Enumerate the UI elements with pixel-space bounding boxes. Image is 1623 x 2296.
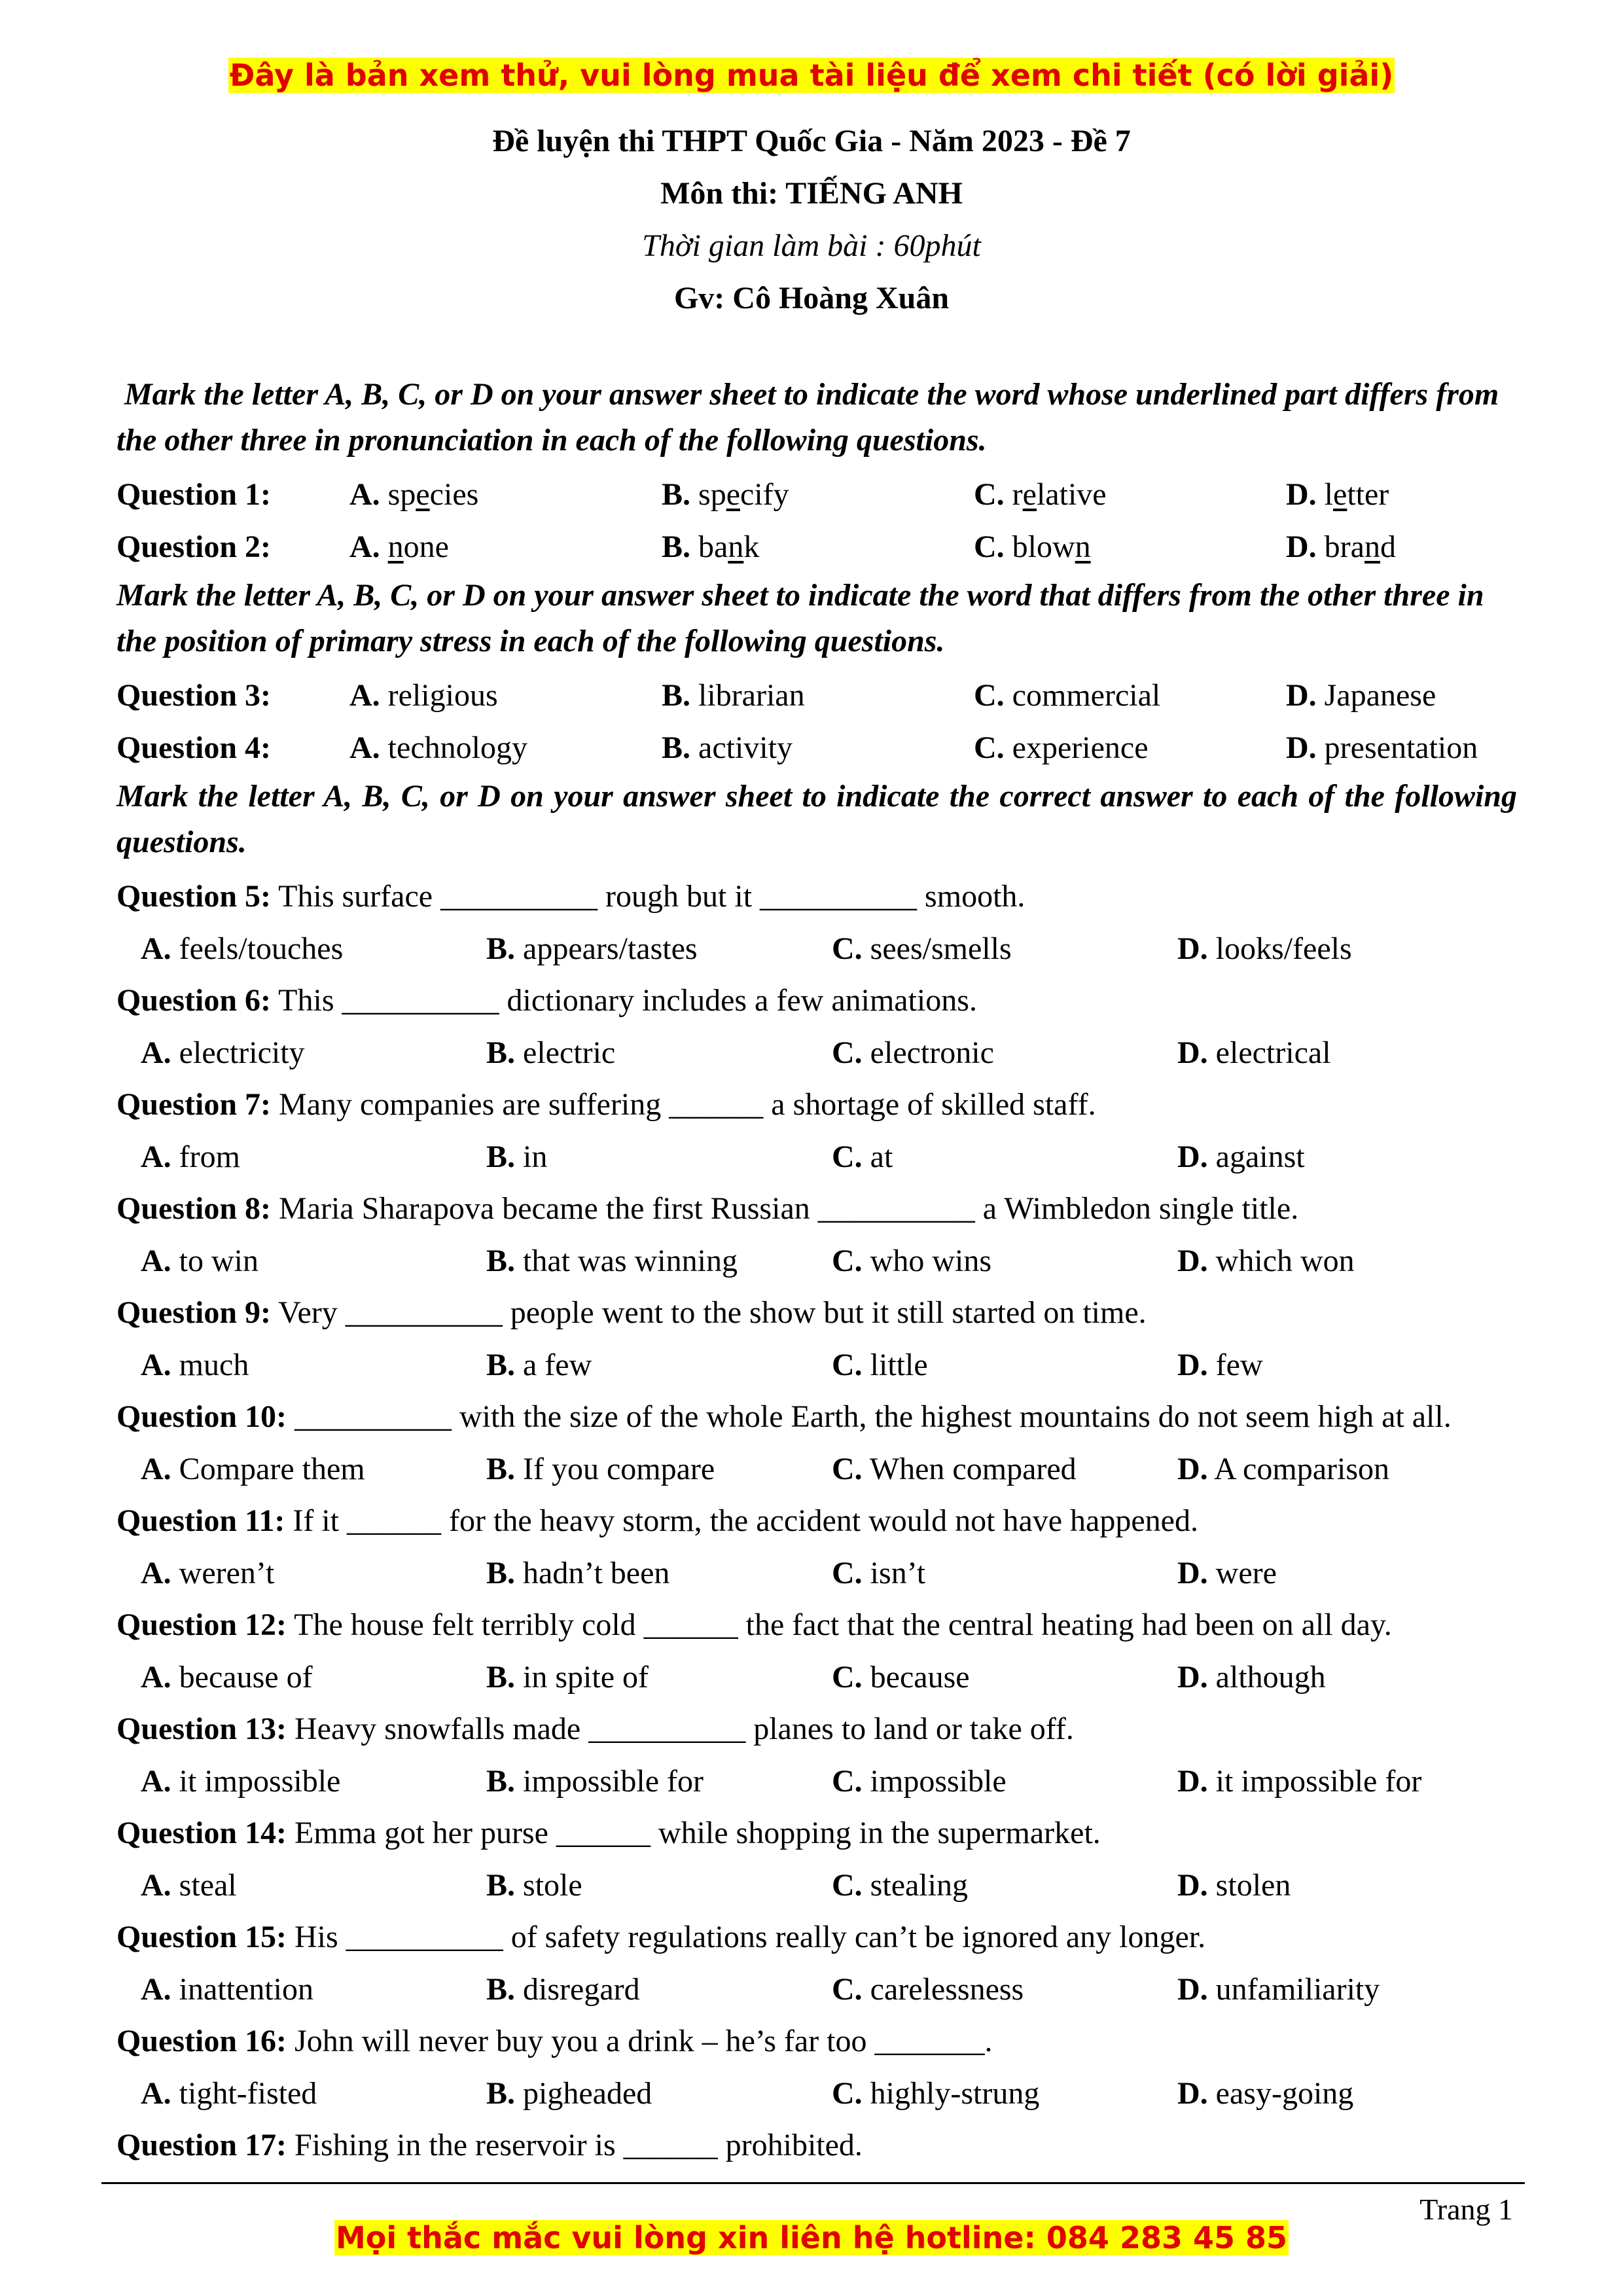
option-a: A. electricity	[141, 1035, 305, 1070]
option-d: D. although	[1177, 1659, 1326, 1695]
answer-options	[116, 1339, 1517, 1391]
question-label: Question 11:	[116, 1503, 285, 1538]
question-4	[116, 722, 1517, 774]
option-c: C. at	[832, 1139, 893, 1174]
question-label: Question 9:	[116, 1295, 272, 1330]
option-c: C. highly-strung	[832, 2075, 1040, 2111]
answer-options	[116, 1131, 1517, 1183]
question-6	[116, 975, 1517, 1027]
option-a: A. steal	[141, 1867, 237, 1903]
question-list	[116, 870, 1517, 2119]
question-12	[116, 1599, 1517, 1651]
question-text: Many companies are suffering ______ a shortage of skilled staff.	[279, 1087, 1096, 1122]
answer-options	[116, 1859, 1517, 1912]
option-a: A. tight-fisted	[141, 2075, 317, 2111]
option-c: C. sees/smells	[832, 931, 1012, 966]
option-a: A. inattention	[141, 1971, 313, 2007]
option-b: B. stole	[486, 1867, 582, 1903]
option-a: A. weren’t	[141, 1555, 275, 1590]
question-label: Question 3:	[116, 678, 272, 713]
option-c: C. relative	[974, 477, 1107, 512]
question-text: This surface __________ rough but it __________ smooth.	[278, 879, 1026, 914]
question-label: Question 15:	[116, 1920, 287, 1954]
option-a: A. from	[141, 1139, 240, 1174]
option-b: B. hadn’t been	[486, 1555, 670, 1590]
question-label: Question 13:	[116, 1712, 287, 1746]
question-15	[116, 1911, 1517, 1964]
question-label: Question 16:	[116, 2024, 287, 2058]
option-d: D. electrical	[1177, 1035, 1331, 1070]
option-d: D. Japanese	[1286, 678, 1436, 713]
question-8	[116, 1183, 1517, 1235]
option-b: B. specify	[662, 477, 789, 512]
exam-content	[116, 372, 1517, 2172]
option-d: D. which won	[1177, 1243, 1355, 1278]
option-d: D. brand	[1286, 529, 1396, 564]
answer-options	[116, 1547, 1517, 1600]
question-label: Question 7:	[116, 1087, 272, 1122]
answer-options	[116, 1651, 1517, 1704]
answer-options	[116, 1443, 1517, 1496]
option-c: C. who wins	[832, 1243, 992, 1278]
option-d: D. against	[1177, 1139, 1305, 1174]
option-a: A. species	[349, 477, 479, 512]
option-b: B. bank	[662, 529, 760, 564]
question-label: Question 6:	[116, 983, 272, 1018]
option-b: B. in spite of	[486, 1659, 649, 1695]
question-text: Fishing in the reservoir is ______ prohibited.	[294, 2128, 863, 2162]
question-label: Question 12:	[116, 1607, 287, 1642]
option-b: B. activity	[662, 730, 793, 765]
option-c: C. stealing	[832, 1867, 968, 1903]
option-b: B. in	[486, 1139, 548, 1174]
hotline-banner-text: Mọi thắc mắc vui lòng xin liên hệ hotline: 084 283 45 85	[335, 2220, 1288, 2255]
question-label: Question 10:	[116, 1399, 287, 1434]
option-b: B. impossible for	[486, 1763, 704, 1799]
question-text: Heavy snowfalls made __________ planes to land or take off.	[294, 1712, 1074, 1746]
question-11	[116, 1495, 1517, 1547]
option-d: D. few	[1177, 1347, 1263, 1382]
instruction-pronunciation: Mark the letter A, B, C, or D on your answer sheet to indicate the word whose underlined part differs from the other three in pronunciation in each of the following questions.	[116, 377, 1499, 457]
question-text: Emma got her purse ______ while shopping in the supermarket.	[294, 1816, 1101, 1850]
answer-options	[116, 2068, 1517, 2120]
question-text: This __________ dictionary includes a few animations.	[278, 983, 977, 1018]
option-a: A. much	[141, 1347, 249, 1382]
exam-time: Thời gian làm bài : 60phút	[642, 228, 981, 263]
option-b: B. electric	[486, 1035, 616, 1070]
question-9	[116, 1287, 1517, 1339]
option-b: B. appears/tastes	[486, 931, 698, 966]
question-label: Question 17:	[116, 2128, 287, 2162]
option-a: A. because of	[141, 1659, 313, 1695]
question-label: Question 5:	[116, 879, 272, 914]
option-c: C. because	[832, 1659, 970, 1695]
instruction-correct-answer: Mark the letter A, B, C, or D on your answer sheet to indicate the correct answer to each of the following questions.	[116, 779, 1517, 859]
question-17	[116, 2119, 1517, 2172]
option-a: A. to win	[141, 1243, 259, 1278]
option-c: C. blown	[974, 529, 1091, 564]
option-b: B. If you compare	[486, 1451, 715, 1486]
option-b: B. librarian	[662, 678, 805, 713]
option-d: D. A comparison	[1177, 1451, 1389, 1486]
hotline-banner	[0, 2219, 1623, 2257]
option-d: D. presentation	[1286, 730, 1478, 765]
option-c: C. experience	[974, 730, 1149, 765]
question-label: Question 2:	[116, 529, 272, 564]
question-16	[116, 2015, 1517, 2068]
option-d: D. stolen	[1177, 1867, 1291, 1903]
question-text: John will never buy you a drink – he’s far too _______.	[294, 2024, 993, 2058]
question-text: His __________ of safety regulations really can’t be ignored any longer.	[294, 1920, 1206, 1954]
option-d: D. letter	[1286, 477, 1389, 512]
question-text: The house felt terribly cold ______ the fact that the central heating had been on all day.	[294, 1607, 1392, 1642]
question-label: Question 8:	[116, 1191, 272, 1226]
option-d: D. it impossible for	[1177, 1763, 1422, 1799]
option-c: C. little	[832, 1347, 928, 1382]
option-a: A. Compare them	[141, 1451, 365, 1486]
question-text: Very __________ people went to the show but it still started on time.	[278, 1295, 1147, 1330]
question-text: If it ______ for the heavy storm, the accident would not have happened.	[293, 1503, 1198, 1538]
option-a: A. technology	[349, 730, 527, 765]
footer-divider	[101, 2182, 1525, 2184]
option-b: B. that was winning	[486, 1243, 738, 1278]
option-c: C. isn’t	[832, 1555, 926, 1590]
question-label: Question 4:	[116, 730, 272, 765]
question-10	[116, 1391, 1517, 1443]
answer-options	[116, 1235, 1517, 1287]
preview-banner	[0, 56, 1623, 94]
option-d: D. easy-going	[1177, 2075, 1354, 2111]
option-c: C. carelessness	[832, 1971, 1024, 2007]
option-a: A. it impossible	[141, 1763, 341, 1799]
question-2	[116, 521, 1517, 573]
question-text: Maria Sharapova became the first Russian __________ a Wimbledon single title.	[279, 1191, 1299, 1226]
answer-options	[116, 923, 1517, 975]
option-c: C. commercial	[974, 678, 1161, 713]
option-d: D. were	[1177, 1555, 1277, 1590]
question-13	[116, 1703, 1517, 1755]
question-3	[116, 670, 1517, 722]
option-a: A. feels/touches	[141, 931, 344, 966]
exam-title: Đề luyện thi THPT Quốc Gia - Năm 2023 - Đề 7	[492, 124, 1131, 158]
option-c: C. impossible	[832, 1763, 1007, 1799]
question-label: Question 14:	[116, 1816, 287, 1850]
question-14	[116, 1807, 1517, 1859]
option-b: B. disregard	[486, 1971, 640, 2007]
exam-teacher: Gv: Cô Hoàng Xuân	[673, 281, 950, 315]
page-number: Trang 1	[1419, 2193, 1513, 2226]
question-5	[116, 870, 1517, 923]
exam-subject: Môn thi: TIẾNG ANH	[660, 176, 963, 211]
question-text: __________ with the size of the whole Earth, the highest mountains do not seem high at all.	[294, 1399, 1452, 1434]
answer-options	[116, 1964, 1517, 2016]
option-d: D. unfamiliarity	[1177, 1971, 1380, 2007]
option-d: D. looks/feels	[1177, 931, 1352, 966]
instruction-stress: Mark the letter A, B, C, or D on your answer sheet to indicate the word that differs from the other three in the position of primary stress in each of the following questions.	[116, 578, 1484, 658]
preview-banner-text: Đây là bản xem thử, vui lòng mua tài liệu để xem chi tiết (có lời giải)	[229, 58, 1394, 93]
question-label: Question 1:	[116, 477, 272, 512]
answer-options	[116, 1755, 1517, 1808]
option-b: B. pigheaded	[486, 2075, 652, 2111]
option-c: C. When compared	[832, 1451, 1077, 1486]
option-a: A. none	[349, 529, 449, 564]
option-c: C. electronic	[832, 1035, 994, 1070]
option-a: A. religious	[349, 678, 498, 713]
option-b: B. a few	[486, 1347, 592, 1382]
question-7	[116, 1079, 1517, 1131]
question-1	[116, 469, 1517, 521]
answer-options	[116, 1027, 1517, 1079]
